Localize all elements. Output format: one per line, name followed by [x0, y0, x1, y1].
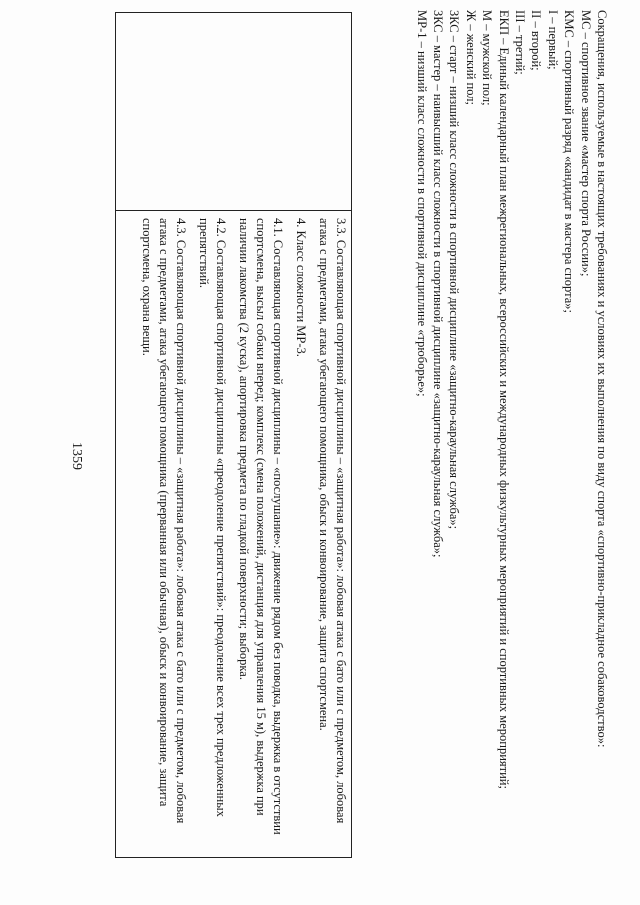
page-number: 1359: [69, 442, 84, 470]
notes-line: МР-1 – низший класс сложности в спортивной дисциплине «трюборье»;: [414, 10, 429, 397]
table-paragraph: 4.1. Составляющая спортивной дисциплины – «послушание»: движение рядом без поводка, выдержка в отсутствии спортсмена, высыл собаки вперед; комплекс (смена положений, дистанция для управления 15 м), выдержка при наличии лакомства (2 куска), апортировка предмета по гладкой поверхности; выборка.: [237, 218, 285, 835]
notes-line: Сокращения, используемые в настоящих требованиях и условиях их выполнения по виду спорта «спортивно-прикладное собаководство»:: [595, 10, 609, 748]
table-text-cell: [136, 218, 349, 851]
table-paragraph: 4.3. Составляющая спортивной дисциплины – «защитная работа»: лобовая атака с бато или с предметом, лобовая атака с предметами, атака убегающего помощника (прерванная или обычная), обыск и конвоирование, защита спортсмена, охрана вещи.: [140, 218, 188, 824]
notes-line: КМС – спортивный разряд «кандидат в мастера спорта»;: [562, 10, 577, 313]
requirements-table: [115, 12, 352, 858]
notes-line: М – мужской пол;: [480, 10, 495, 106]
notes-line: МС – спортивное звание «мастер спорта России»;: [578, 10, 593, 277]
notes-line: III – третий;: [512, 10, 527, 75]
table-column-divider: [116, 210, 351, 211]
notes-line: Ж – женский пол;: [463, 10, 478, 106]
notes-line: I – первый;: [545, 10, 560, 70]
table-paragraph: 4. Класс сложности МР-3.: [294, 218, 308, 357]
table-paragraph: 4.2. Составляющая спортивной дисциплины «преодоление препятствий»: преодоление всех трех предложенных препятствий.: [197, 218, 228, 817]
table-paragraph: 3.3. Составляющая спортивной дисциплины – «защитная работа»: лобовая атака с бато или с предметом, лобовая атака с предметами, атака убегающего помощника, обыск и конвоирование, защита спортсмена.: [317, 218, 348, 824]
notes-line: ЗКС – мастер – наивысший класс сложности в спортивной дисциплине «защитно-караульная служба»;: [430, 10, 445, 558]
notes-line: II – второй;: [529, 10, 544, 71]
notes-line: ЕКП – Единый календарный план межрегиональных, всероссийских и международных физкультурных мероприятий и спортивных мероприятий;: [496, 10, 511, 789]
notes-line: ЗКС – старт – низший класс сложности в спортивной дисциплине «защитно-караульная служба»;: [447, 10, 462, 530]
abbreviations-notes: [413, 10, 610, 860]
